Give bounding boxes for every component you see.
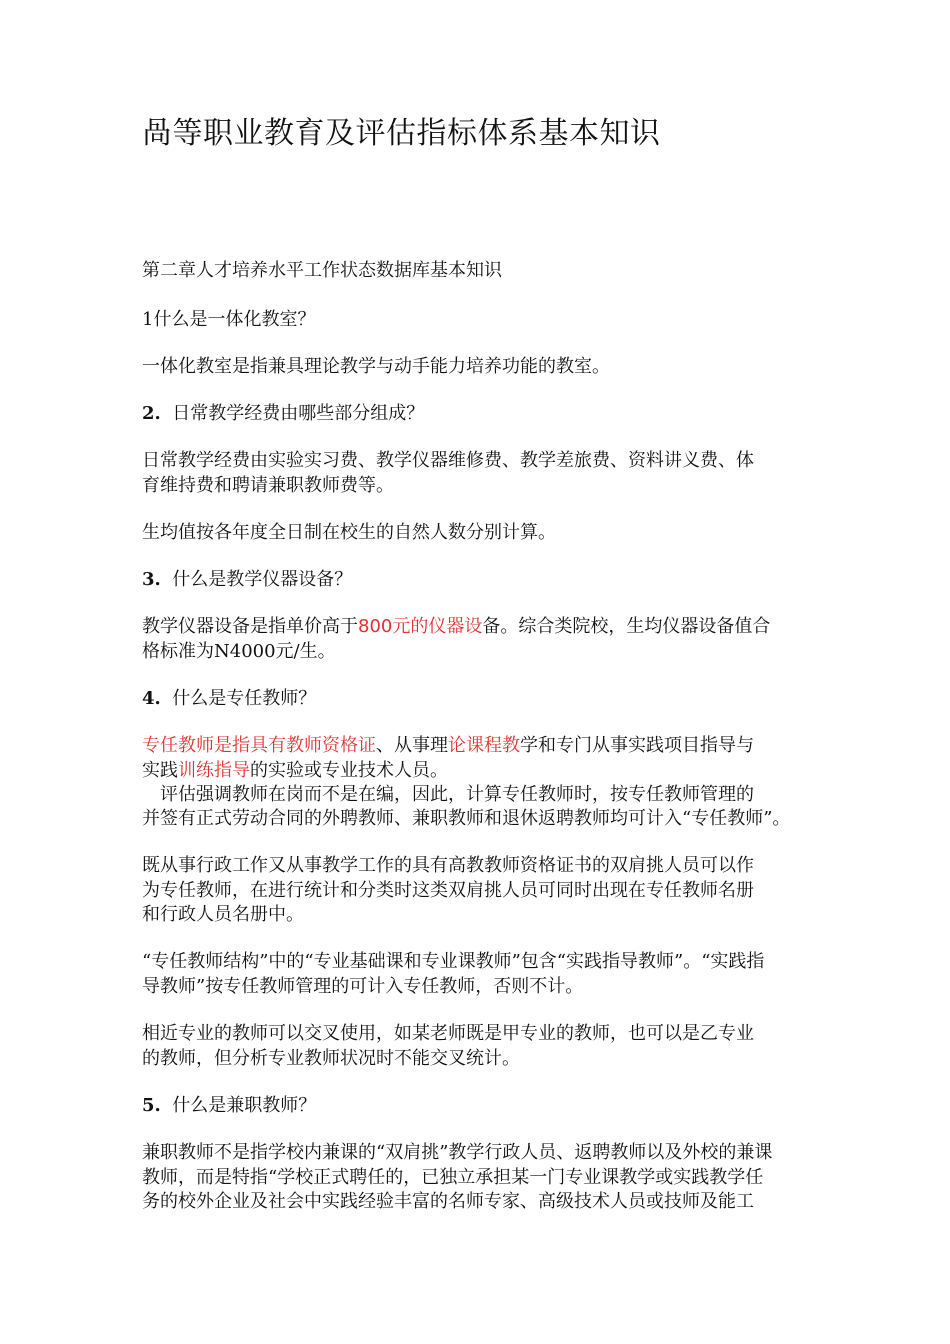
question-3-number: 3. [142, 569, 161, 590]
answer-4-text-b: 学和专门从事实践项目指导与 [520, 735, 754, 756]
question-5-text: 什么是兼职教师？ [172, 1095, 317, 1116]
paragraph-5-line-2: 为专任教师，在进行统计和分类时这类双肩挑人员可同时出现在专任教师名册 [142, 880, 754, 901]
document-title: 咼等职业教育及评估指标体系基本知识 [142, 116, 661, 151]
answer-3-price-number: 800 [358, 616, 393, 637]
question-5 [142, 1094, 316, 1118]
paragraph-5-line-3: 和行政人员名册中。 [142, 904, 304, 925]
answer-3-text-b: 备。综合类院校，生均仪器设备值合 [482, 616, 771, 637]
paragraph-7-line-1: 相近专业的教师可以交叉使用，如某老师既是甲专业的教师，也可以是乙专业 [142, 1023, 754, 1044]
paragraph-5-line-1: 既从事行政工作又从事教学工作的具有高教教师资格证书的双肩挑人员可以作 [142, 855, 754, 876]
answer-4-line-2 [142, 759, 448, 783]
paragraph-7-line-2: 的教师，但分析专业教师状况时不能交叉统计。 [142, 1048, 520, 1069]
paragraph-6-line-2: 导教师”按专任教师管理的可计入专任教师，否则不计。 [142, 976, 584, 997]
question-2 [142, 402, 424, 426]
answer-3-line-2: 格标准为N4000元/生。 [142, 641, 336, 662]
answer-5-line-2: 教师，而是特指“学校正式聘任的，已独立承担某一门专业课教学或实践教学任 [142, 1167, 764, 1188]
question-4-text: 什么是专任教师？ [172, 688, 317, 709]
answer-4-highlight-2: 论课程教 [448, 735, 520, 756]
question-3 [142, 568, 352, 592]
question-4 [142, 687, 316, 711]
answer-4-text-c: 实践 [142, 760, 178, 781]
answer-4-highlight-1: 专任教师是指具有教师资格证 [142, 735, 376, 756]
answer-4-text-a: 、从事理 [376, 735, 448, 756]
answer-1: 一体化教室是指兼具理论教学与动手能力培养功能的教室。 [142, 356, 610, 377]
question-2-text: 日常教学经费由哪些部分组成？ [172, 403, 425, 424]
answer-4-line-3: 评估强调教师在岗而不是在编，因此，计算专任教师时，按专任教师管理的 [160, 784, 754, 805]
chapter-heading: 第二章人才培养水平工作状态数据库基本知识 [142, 260, 502, 281]
answer-4-line-1 [142, 734, 754, 758]
answer-4-highlight-3: 训练指导 [178, 760, 250, 781]
answer-2-line-1: 日常教学经费由实验实习费、教学仪器维修费、教学差旅费、资料讲义费、体 [142, 450, 754, 471]
answer-4-text-d: 的实验或专业技术人员。 [250, 760, 448, 781]
answer-3-line-1 [142, 615, 770, 639]
paragraph-6-line-1: “专任教师结构”中的“专业基础课和专业课教师”包含“实践指导教师”。“实践指 [142, 951, 765, 972]
answer-5-line-1: 兼职教师不是指学校内兼课的“双肩挑”教学行政人员、返聘教师以及外校的兼课 [142, 1142, 773, 1163]
answer-3-price-text: 元的仪器设 [392, 616, 483, 637]
answer-5-line-3: 务的校外企业及社会中实践经验丰富的名师专家、高级技术人员或技师及能工 [142, 1191, 754, 1212]
question-1-text: 什么是一体化教室？ [153, 309, 316, 330]
question-1 [142, 308, 315, 332]
question-2-number: 2. [142, 403, 161, 424]
answer-2-line-2: 育维持费和聘请兼职教师费等。 [142, 475, 394, 496]
question-4-number: 4. [142, 688, 161, 709]
answer-2-note: 生均值按各年度全日制在校生的自然人数分别计算。 [142, 522, 556, 543]
question-5-number: 5. [142, 1095, 161, 1116]
question-3-text: 什么是教学仪器设备？ [172, 569, 353, 590]
answer-3-text-a: 教学仪器设备是指单价高于 [142, 616, 358, 637]
answer-4-line-4: 并签有正式劳动合同的外聘教师、兼职教师和退休返聘教师均可计入“专任教师”。 [142, 808, 791, 829]
question-1-number: 1 [142, 309, 154, 330]
